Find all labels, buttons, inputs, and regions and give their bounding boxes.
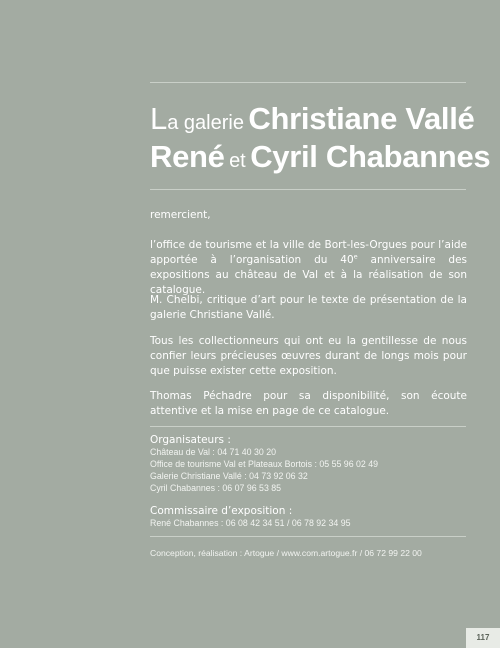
commissioner-heading: Commissaire d’exposition : (150, 505, 293, 517)
title-line-2 (150, 139, 491, 174)
title-line-1 (150, 103, 480, 134)
design-credits: Conception, réalisation : Artogue / www.com.artogue.fr / 06 72 99 22 00 (150, 548, 422, 558)
credits-top-rule (150, 536, 466, 537)
organiser-contact-line: Château de Val : 04 71 40 30 20 (150, 447, 277, 457)
title-conjunction: et (229, 150, 246, 172)
organiser-contact-line: Office de tourisme Val et Plateaux Bortois : 05 55 96 02 49 (150, 459, 379, 469)
thanks-paragraph-tourism (150, 238, 467, 298)
title-gallery-name: Christiane Vallé (248, 101, 475, 136)
thanks-paragraph-critic: M. Chelbi, critique d’art pour le texte de présentation de la galerie Christiane Vallé. (150, 294, 467, 321)
commissioner-contact-line: René Chabannes : 06 08 42 34 51 / 06 78 92 34 95 (150, 518, 351, 528)
page-number: 117 (466, 628, 500, 648)
title-cyril-chabannes: Cyril Chabannes (250, 139, 491, 174)
organiser-contact-line: Cyril Chabannes : 06 07 96 53 85 (150, 483, 282, 493)
thanks-paragraph-layout: Thomas Péchadre pour sa disponibilité, son écoute attentive et la mise en page de ce catalogue. (150, 390, 467, 417)
thanks-paragraph-tourism-part-1: l’office de tourisme et la ville de Bort-les-Orgues pour l’aide apportée à l’organisation du 40 (150, 239, 467, 266)
thanks-paragraph-collectors: Tous les collectionneurs qui ont eu la gentillesse de nous confier leurs précieuses œuvres durant de longs mois pour que puisse exister cette exposition. (150, 335, 467, 377)
title-small-words: a galerie (167, 112, 244, 134)
organisers-heading: Organisateurs : (150, 434, 231, 446)
ordinal-superscript: e (353, 252, 358, 261)
thanks-paragraph-tourism-part-2: anniversaire des expositions au château de Val et à la réalisation de son catalogue. (150, 254, 467, 296)
title-bottom-rule (150, 189, 466, 190)
organiser-contact-line: Galerie Christiane Vallé : 04 73 92 06 32 (150, 471, 308, 481)
title-initial: L (150, 101, 168, 136)
title-rene: René (150, 139, 225, 174)
intro-text: remercient, (150, 209, 211, 221)
contacts-top-rule (150, 426, 466, 427)
top-rule (150, 82, 466, 83)
